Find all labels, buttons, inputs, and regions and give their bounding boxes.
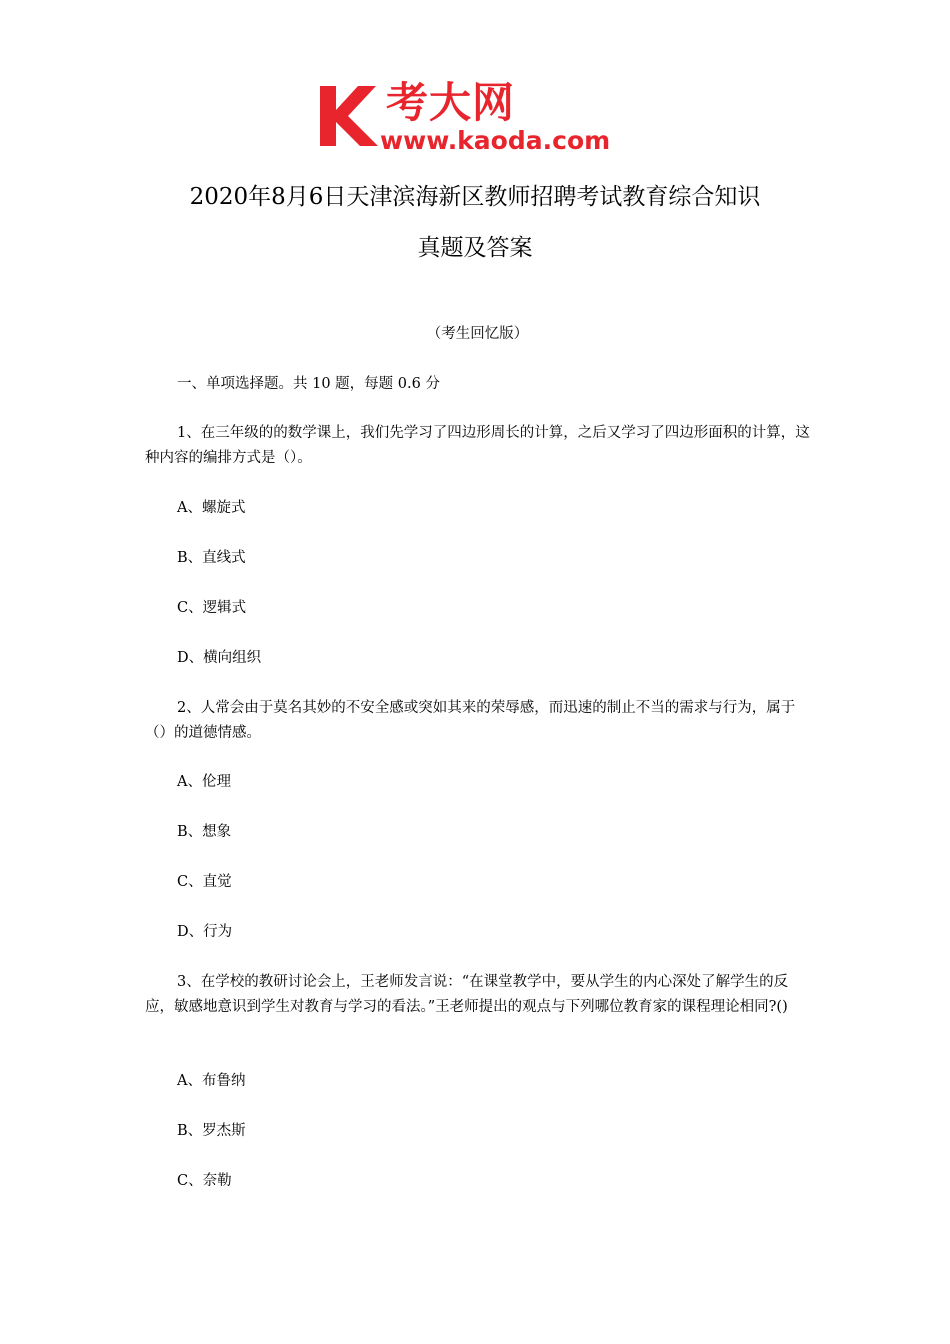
question-3-text: 3、在学校的教研讨论会上，王老师发言说：“在课堂教学中，要从学生的内心深处了解学生的反应，敏感地意识到学生对教育与学习的看法。”王老师提出的观点与下列哪位教育家的课程理论相同?() [145,974,789,1015]
question-1-option-a: A、螺旋式 [177,500,246,516]
question-1-text: 1、在三年级的的数学课上，我们先学习了四边形周长的计算，之后又学习了四边形面积的计算，这种内容的编排方式是（）。 [145,425,810,466]
kaoda-logo [318,78,638,158]
question-3-option-b: B、罗杰斯 [177,1123,246,1139]
question-2-option-a: A、伦理 [177,774,231,790]
question-2-option-c: C、直觉 [177,874,232,890]
question-2-text: 2、人常会由于莫名其妙的不安全感或突如其来的荣辱感，而迅速的制止不当的需求与行为，属于（）的道德情感。 [145,700,796,741]
question-3-option-c: C、奈勒 [177,1173,232,1189]
subtitle: （考生回忆版） [426,326,529,342]
document-title-line-2: 真题及答案 [417,235,533,261]
logo-url-text: www.kaoda.com [380,126,611,155]
question-1-option-d: D、横向组织 [177,650,262,666]
question-1-option-c: C、逻辑式 [177,600,247,616]
question-2-option-d: D、行为 [177,924,233,940]
question-1-option-b: B、直线式 [177,550,246,566]
section-heading: 一、单项选择题。共 10 题，每题 0.6 分 [177,376,440,392]
question-3-option-a: A、布鲁纳 [177,1073,246,1089]
logo-chinese-text: 考大网 [386,78,516,127]
k-logo-icon [318,84,380,148]
document-title-line-1: 2020年8月6日天津滨海新区教师招聘考试教育综合知识 [189,184,761,210]
question-2-option-b: B、想象 [177,824,232,840]
